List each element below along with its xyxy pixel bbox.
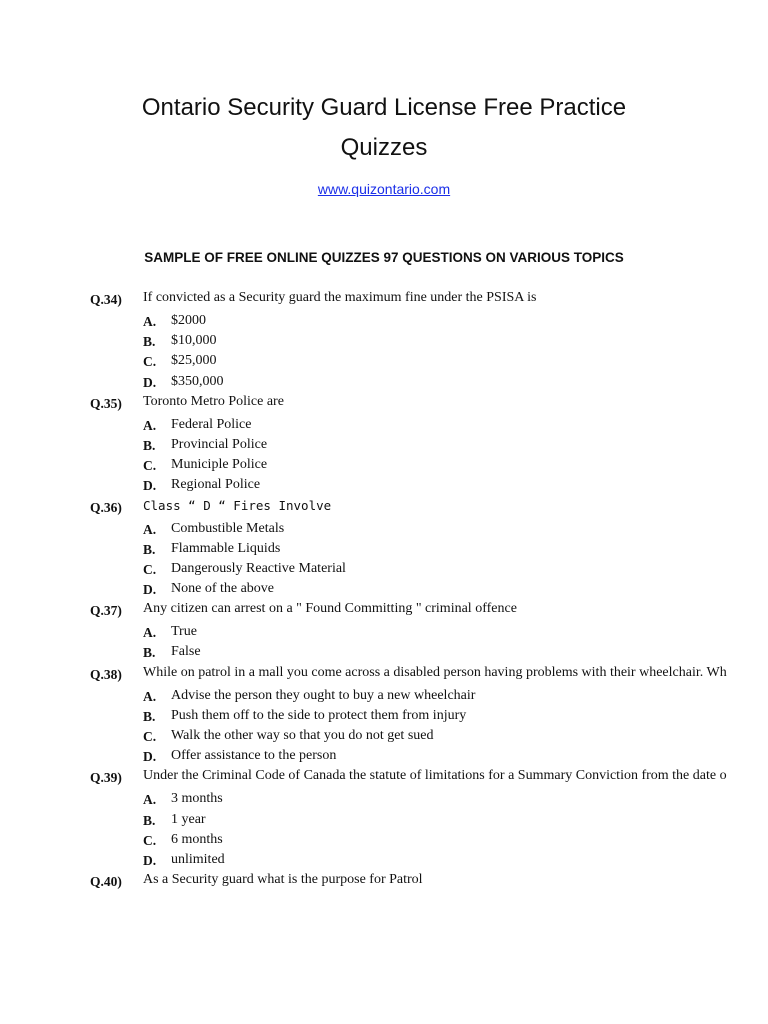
option-text: Federal Police (171, 416, 252, 432)
option-letter: C. (143, 832, 157, 848)
option-text: Combustible Metals (171, 520, 285, 536)
question-text: As a Security guard what is the purpose for Patrol (143, 872, 423, 888)
question-block (0, 599, 768, 662)
question-number: Q.40) (90, 874, 122, 890)
option-text: Flammable Liquids (171, 540, 281, 556)
option-text: $10,000 (171, 333, 217, 349)
option-letter: B. (143, 645, 156, 661)
option-letter: A. (143, 792, 157, 808)
question-line (0, 599, 768, 622)
question-number: Q.34) (90, 292, 122, 307)
option-letter: A. (143, 688, 157, 704)
question-line (0, 870, 768, 893)
option-letter: D. (143, 852, 157, 868)
question-line (0, 288, 768, 311)
option-text: $25,000 (171, 353, 217, 369)
option-text: $2000 (171, 313, 206, 328)
answer-option (0, 372, 768, 392)
answer-option (0, 622, 768, 642)
answer-option (0, 746, 768, 766)
option-text: Provincial Police (171, 436, 268, 452)
page-title (0, 88, 768, 168)
answer-option (0, 706, 768, 726)
question-number: Q.38) (90, 666, 122, 682)
option-text: None of the above (171, 581, 275, 597)
option-text: True (171, 624, 197, 640)
option-letter: C. (143, 561, 157, 577)
option-letter: C. (143, 458, 157, 474)
option-text: Regional Police (171, 477, 261, 493)
option-letter: B. (143, 708, 156, 724)
option-letter: A. (143, 521, 157, 537)
question-block (0, 663, 768, 767)
answer-option (0, 435, 768, 455)
title-line-1: Ontario Security Guard License Free Practice (141, 94, 627, 121)
question-text: Class “ D “ Fires Involve (143, 497, 332, 513)
question-line (0, 663, 768, 686)
option-letter: D. (143, 582, 157, 598)
site-link[interactable]: www.quizontario.com (317, 181, 451, 197)
question-text: If convicted as a Security guard the maximum fine under the PSISA is (143, 290, 537, 305)
answer-option (0, 559, 768, 579)
option-letter: C. (143, 354, 157, 370)
answer-option (0, 331, 768, 351)
question-number: Q.39) (90, 770, 122, 786)
option-text: unlimited (171, 851, 225, 867)
site-link-container (0, 181, 768, 197)
answer-option (0, 579, 768, 599)
answer-option (0, 311, 768, 331)
answer-option (0, 351, 768, 371)
option-text: 3 months (171, 791, 223, 807)
option-letter: D. (143, 749, 157, 765)
option-text: False (171, 644, 201, 660)
answer-option (0, 726, 768, 746)
option-letter: A. (143, 417, 157, 433)
question-block (0, 496, 768, 600)
option-text: Municiple Police (171, 457, 268, 473)
answer-option (0, 475, 768, 495)
question-block (0, 766, 768, 870)
option-letter: B. (143, 334, 156, 350)
answer-option (0, 539, 768, 559)
subheading: SAMPLE OF FREE ONLINE QUIZZES 97 QUESTIONS ON VARIOUS TOPICS (144, 250, 624, 265)
question-block (0, 870, 768, 893)
option-text: 1 year (171, 811, 206, 827)
option-letter: C. (143, 729, 157, 744)
question-line (0, 766, 768, 789)
question-number: Q.36) (90, 499, 122, 515)
question-text: Under the Criminal Code of Canada the statute of limitations for a Summary Conviction from the date o (143, 768, 727, 784)
answer-option (0, 519, 768, 539)
option-text: Dangerously Reactive Material (171, 560, 346, 576)
answer-option (0, 789, 768, 809)
option-text: Walk the other way so that you do not get sued (171, 728, 434, 743)
option-text: 6 months (171, 831, 223, 847)
question-line (0, 496, 768, 519)
option-letter: A. (143, 625, 157, 641)
question-text: While on patrol in a mall you come across a disabled person having problems with their wheelchair. Wh (143, 664, 727, 680)
answer-option (0, 830, 768, 850)
option-text: $350,000 (171, 373, 224, 389)
answer-option (0, 810, 768, 830)
option-letter: B. (143, 437, 156, 453)
quiz-list (0, 288, 768, 893)
option-letter: B. (143, 812, 156, 828)
question-text: Any citizen can arrest on a " Found Committing " criminal offence (143, 601, 517, 617)
option-letter: A. (143, 314, 157, 329)
answer-option (0, 642, 768, 662)
answer-option (0, 415, 768, 435)
answer-option (0, 850, 768, 870)
question-number: Q.35) (90, 395, 122, 411)
option-text: Push them off to the side to protect them from injury (171, 707, 467, 723)
option-text: Offer assistance to the person (171, 748, 337, 764)
question-block (0, 288, 768, 392)
question-number: Q.37) (90, 603, 122, 619)
answer-option (0, 455, 768, 475)
option-letter: D. (143, 374, 157, 390)
answer-option (0, 686, 768, 706)
option-letter: D. (143, 478, 157, 494)
option-text: Advise the person they ought to buy a new wheelchair (171, 687, 476, 703)
title-line-2: Quizzes (340, 134, 428, 161)
question-text: Toronto Metro Police are (143, 393, 284, 409)
option-letter: B. (143, 541, 156, 557)
question-line (0, 392, 768, 415)
question-block (0, 392, 768, 496)
